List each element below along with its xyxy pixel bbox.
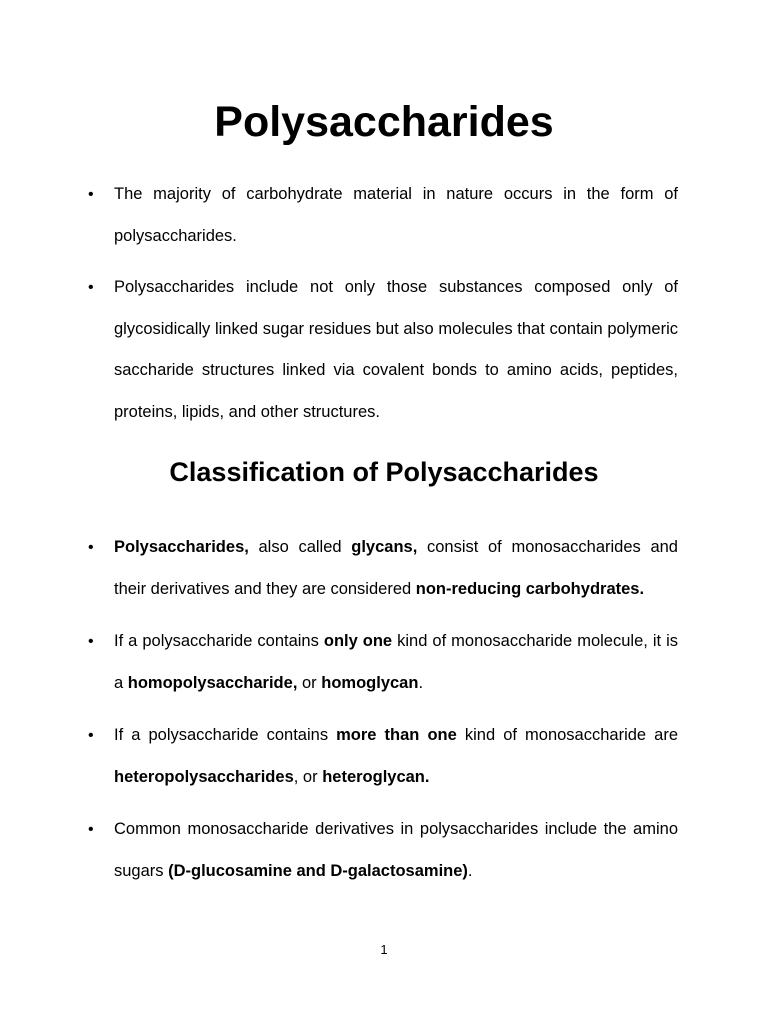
text-run: consist of monosaccharides and their derivatives and they are considered: [114, 538, 678, 598]
text-run: or: [297, 673, 322, 692]
text-run: Common monosaccharide derivatives in polysaccharides include the amino sugars: [114, 820, 678, 880]
bullet-text: [114, 820, 678, 880]
page-number: 1: [380, 942, 388, 957]
bullet-icon: •: [88, 186, 94, 203]
bold-term: (D-glucosamine and D-galactosamine): [168, 861, 468, 880]
bullet-icon: •: [88, 821, 94, 838]
intro-bullet-list: [0, 174, 768, 433]
bullet-text: Polysaccharides include not only those substances composed only of glycosidically linked sugar residues but also molecules that contain polymeric saccharide structures linked via covalent bonds to amino acids, peptides, proteins, lipids, and other structures.: [114, 278, 678, 421]
bullet-icon: •: [88, 539, 94, 556]
bold-term: glycans,: [351, 538, 418, 556]
section-title: Classification of Polysaccharides: [169, 457, 599, 487]
bullet-text: [114, 726, 678, 786]
bullet-text: [114, 538, 678, 598]
bold-term: homopolysaccharide,: [127, 673, 298, 692]
page-title: Polysaccharides: [214, 98, 554, 146]
text-run: kind of monosaccharide are: [456, 726, 679, 744]
text-run: If a polysaccharide contains: [114, 726, 337, 744]
bullet-icon: •: [88, 633, 94, 650]
list-item: [0, 715, 768, 798]
bold-term: more than one: [336, 726, 457, 744]
bold-term: heteropolysaccharides: [114, 767, 294, 786]
bullet-text: The majority of carbohydrate material in nature occurs in the form of polysaccharides.: [114, 185, 678, 245]
bold-term: homoglycan: [321, 673, 419, 692]
text-run: also called: [248, 538, 352, 556]
list-item: [0, 527, 768, 610]
text-run: kind of monosaccharide molecule, it is a: [114, 632, 678, 692]
bullet-icon: •: [88, 727, 94, 744]
text-run: .: [467, 861, 473, 880]
bold-term: non-reducing carbohydrates.: [415, 579, 645, 598]
bullet-text: [114, 632, 678, 692]
classification-bullet-list: [0, 527, 768, 892]
list-item: [0, 174, 768, 257]
text-run: , or: [293, 767, 323, 786]
list-item: [0, 809, 768, 892]
bold-term: only one: [323, 632, 393, 650]
text-run: If a polysaccharide contains: [114, 632, 324, 650]
bold-term: Polysaccharides,: [114, 538, 249, 556]
list-item: [0, 621, 768, 704]
list-item: [0, 267, 768, 433]
text-run: .: [418, 673, 424, 692]
bullet-icon: •: [88, 279, 94, 296]
bold-term: heteroglycan.: [322, 767, 430, 786]
